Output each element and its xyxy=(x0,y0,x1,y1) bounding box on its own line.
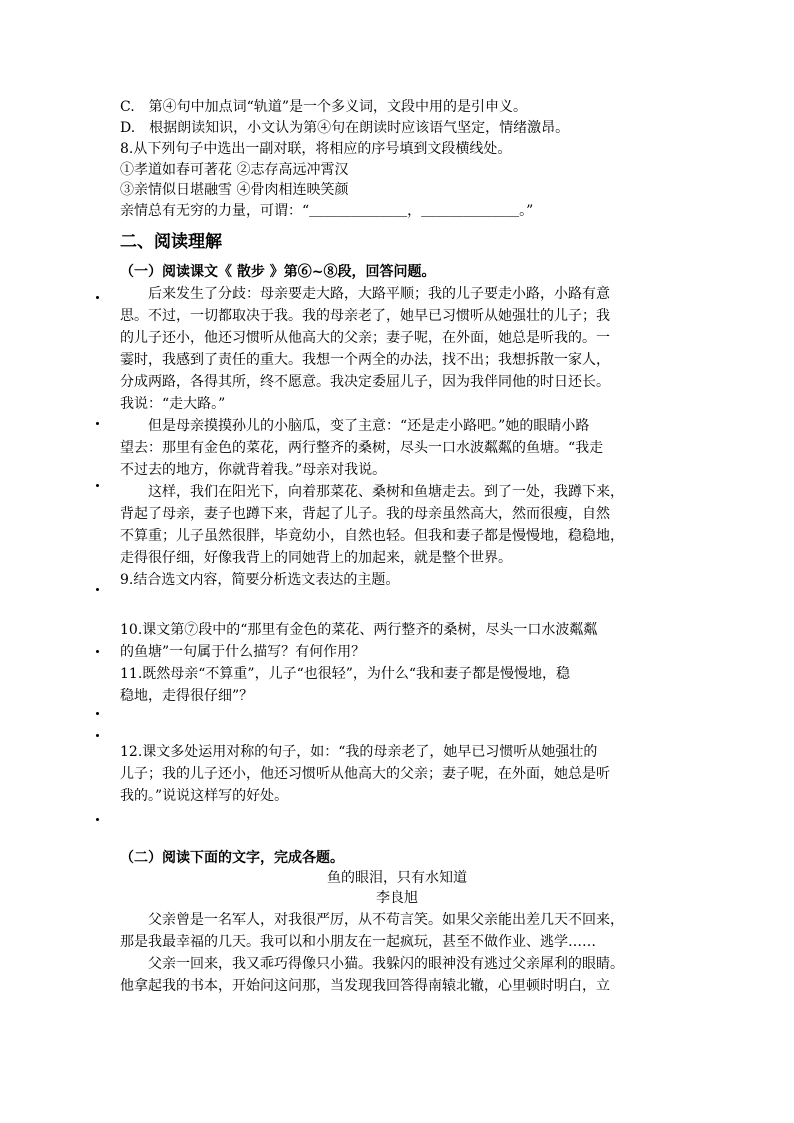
section-title: 二、阅读理解 xyxy=(120,232,222,252)
passage-line: 我说：“走大路。” xyxy=(120,396,226,412)
question-12: 12.课文多处运用对称的句子，如：“我的母亲老了，她早已习惯听从她强壮的 xyxy=(120,744,598,760)
margin-dot xyxy=(96,484,99,487)
passage-line: 霎时，我感到了责任的重大。我想一个两全的办法，找不出；我想拆散一家人， xyxy=(120,352,610,368)
q7-option-d: D. 根据朗读知识，小文认为第④句在朗读时应该语气坚定，情绪激昂。 xyxy=(120,120,570,136)
story-title: 鱼的眼泪，只有水知道 xyxy=(327,870,467,886)
part2-title: （二）阅读下面的文字，完成各题。 xyxy=(120,850,344,866)
passage-line: 分成两路，各得其所，终不愿意。我决定委屈儿子，因为我伴同他的时日还长。 xyxy=(120,374,610,390)
passage-line: 但是母亲摸摸孙儿的小脑瓜，变了主意：“还是走小路吧。”她的眼睛小路 xyxy=(120,418,590,434)
margin-dot xyxy=(96,296,99,299)
question-11: 11.既然母亲“不算重”，儿子“也很轻”，为什么“我和妻子都是慢慢地，稳 xyxy=(120,666,571,682)
story-line: 那是我最幸福的几天。我可以和小朋友在一起疯玩，甚至不做作业、逃学…… xyxy=(120,934,596,950)
margin-dot xyxy=(96,712,99,715)
passage-line: 这样，我们在阳光下，向着那菜花、桑树和鱼塘走去。到了一处，我蹲下来， xyxy=(120,484,624,500)
passage-line: 望去：那里有金色的菜花，两行整齐的桑树，尽头一口水波粼粼的鱼塘。“我走 xyxy=(120,440,604,456)
part1-title: （一）阅读课文《 散步 》第⑥~⑧段，回答问题。 xyxy=(120,264,436,280)
q8-options-row2: ③亲情似日堪融雪 ④骨肉相连映笑颜 xyxy=(120,182,349,198)
question-10: 10.课文第⑦段中的“那里有金色的菜花、两行整齐的桑树，尽头一口水波粼粼 xyxy=(120,622,598,638)
margin-dot xyxy=(96,422,99,425)
question-12-cont: 我的。”说说这样写的好处。 xyxy=(120,788,289,804)
story-line: 父亲一回来，我又乖巧得像只小猫。我躲闪的眼神没有逃过父亲犀利的眼睛。 xyxy=(120,956,624,972)
passage-line: 不过去的地方，你就背着我。”母亲对我说。 xyxy=(120,462,387,478)
passage-line: 思。不过，一切都取决于我。我的母亲老了，她早已习惯听从她强壮的儿子；我 xyxy=(120,308,610,324)
story-line: 他拿起我的书本，开始问这问那，当发现我回答得南辕北辙，心里顿时明白，立 xyxy=(120,978,610,994)
story-author: 李良旭 xyxy=(376,890,418,906)
question-11-cont: 稳地，走得很仔细”？ xyxy=(120,688,254,704)
margin-dot xyxy=(96,650,99,653)
margin-dot xyxy=(96,588,99,591)
margin-dot xyxy=(96,734,99,737)
q8-prompt: 8.从下列句子中选出一副对联，将相应的序号填到文段横线处。 xyxy=(120,141,512,157)
passage-line: 走得很仔细，好像我背上的同她背上的加起来，就是整个世界。 xyxy=(120,550,512,566)
passage-line: 的儿子还小，他还习惯听从他高大的父亲；妻子呢，在外面，她总是听我的。一 xyxy=(120,330,610,346)
passage-line: 背起了母亲，妻子也蹲下来，背起了儿子。我的母亲虽然高大，然而很瘦，自然 xyxy=(120,506,610,522)
q8-options-row1: ①孝道如春可著花 ②志存高远冲霄汉 xyxy=(120,162,349,178)
question-9: 9.结合选文内容，简要分析选文表达的主题。 xyxy=(120,572,400,588)
passage-line: 不算重；儿子虽然很胖，毕竟幼小，自然也轻。但我和妻子都是慢慢地，稳稳地， xyxy=(120,528,624,544)
question-12-cont: 儿子；我的儿子还小，他还习惯听从他高大的父亲；妻子呢，在外面，她总是听 xyxy=(120,766,610,782)
passage-line: 后来发生了分歧：母亲要走大路，大路平顺；我的儿子要走小路，小路有意 xyxy=(120,286,610,302)
question-10-cont: 的鱼塘”一句属于什么描写？有何作用？ xyxy=(120,644,366,660)
q7-option-c: C. 第④句中加点词“轨道”是一个多义词，文段中用的是引申义。 xyxy=(120,99,527,115)
story-line: 父亲曾是一名军人，对我很严厉，从不苟言笑。如果父亲能出差几天不回来， xyxy=(120,912,624,928)
q8-answer-blank: 亲情总有无穷的力量，可谓：“＿＿＿＿＿＿＿，＿＿＿＿＿＿＿。” xyxy=(120,203,534,219)
margin-dot xyxy=(96,818,99,821)
